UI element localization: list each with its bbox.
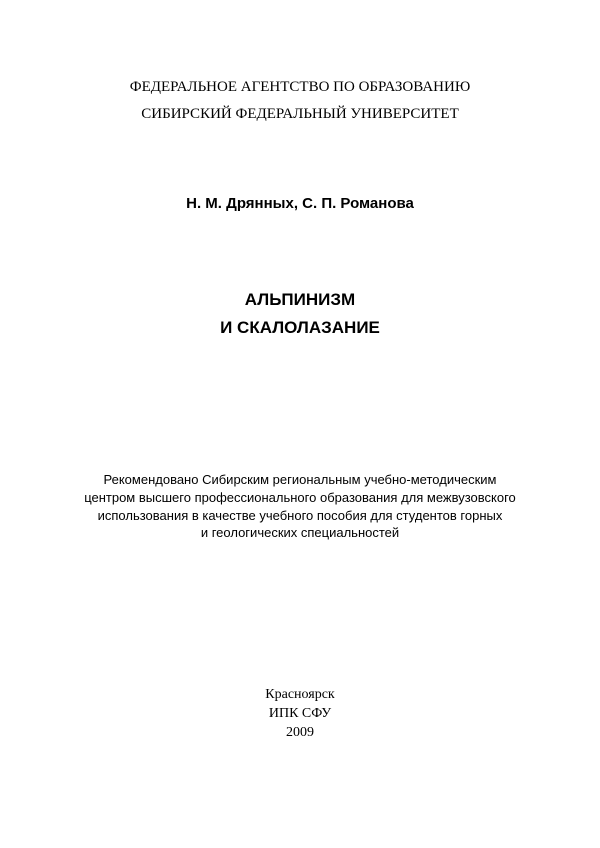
- recommendation-line-4: и геологических специальностей: [200, 525, 400, 540]
- imprint-publisher: ИПК СФУ: [268, 706, 332, 721]
- agency-name: ФЕДЕРАЛЬНОЕ АГЕНТСТВО ПО ОБРАЗОВАНИЮ: [129, 79, 471, 95]
- recommendation-line-1: Рекомендовано Сибирским региональным учебно-методическим: [103, 472, 497, 487]
- book-title-line-2: И СКАЛОЛАЗАНИЕ: [220, 318, 380, 337]
- recommendation-line-2: центром высшего профессионального образования для межвузовского: [84, 490, 516, 505]
- university-name: СИБИРСКИЙ ФЕДЕРАЛЬНЫЙ УНИВЕРСИТЕТ: [141, 106, 459, 122]
- recommendation-line-3: использования в качестве учебного пособия для студентов горных: [97, 508, 503, 523]
- authors: Н. М. Дрянных, С. П. Романова: [186, 195, 414, 212]
- book-title-line-1: АЛЬПИНИЗМ: [244, 290, 356, 309]
- imprint-city: Красноярск: [265, 687, 335, 702]
- imprint-year: 2009: [286, 725, 314, 740]
